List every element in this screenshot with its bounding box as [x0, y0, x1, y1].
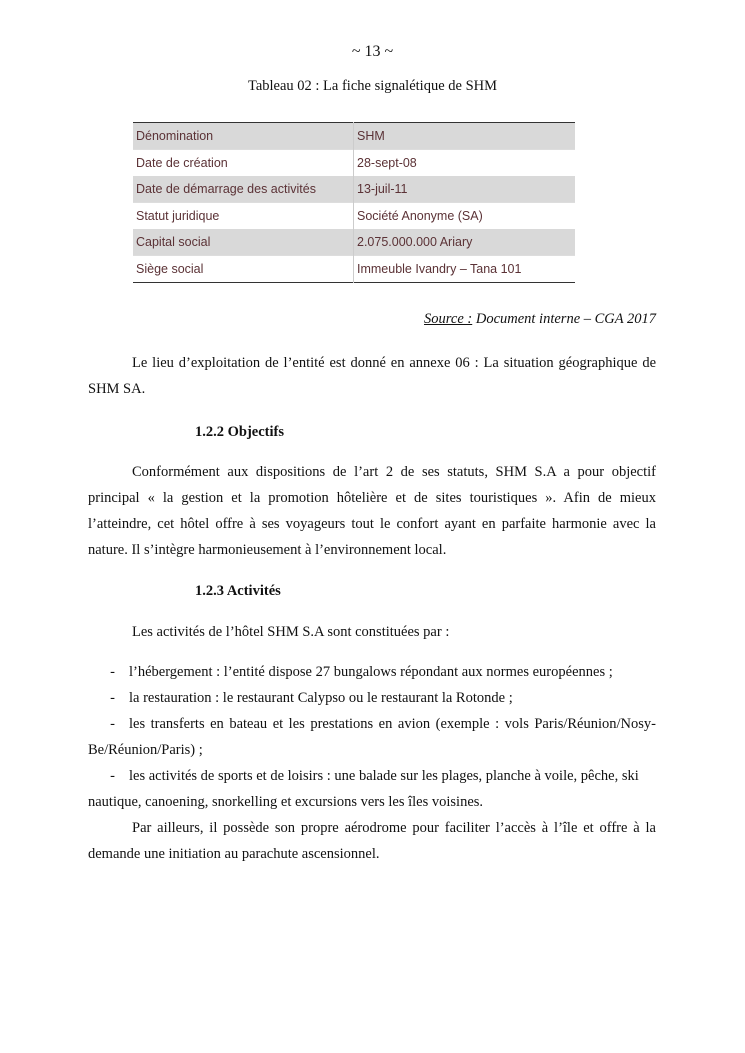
table-caption: Tableau 02 : La fiche signalétique de SHM [247, 78, 498, 94]
table-row [133, 203, 576, 230]
list-item [88, 659, 656, 685]
table-row [133, 229, 576, 256]
list-item-text: les transferts en bateau et les prestations en avion (exemple : vols Paris/Réunion/Nosy-Be/Réunion/Paris) ; [88, 716, 656, 758]
page-number: ~ 13 ~ [351, 43, 394, 60]
row-label: Statut juridique [133, 203, 354, 230]
row-label: Capital social [133, 229, 354, 256]
paragraph-objectifs: Conformément aux dispositions de l’art 2 de ses statuts, SHM S.A a pour objectif principal « la gestion et la promotion hôtelière et de sites touristiques ». Afin de mieux l’atteindre, cet hôtel offre à ses voyageurs tout le confort ayant en parfaite harmonie avec la nature. Il s’intègre harmonieusement à l’environnement local. [88, 464, 656, 558]
row-value: Immeuble Ivandry – Tana 101 [354, 256, 576, 283]
bullet: - [110, 690, 115, 706]
row-value: SHM [354, 123, 576, 150]
row-value: 13-juil-11 [354, 176, 576, 203]
table-source [424, 311, 656, 328]
row-label: Date de démarrage des activités [133, 176, 354, 203]
table-row [133, 256, 576, 283]
source-label: Source : [424, 311, 473, 327]
row-label: Date de création [133, 150, 354, 177]
fiche-signaletique-table [133, 122, 576, 283]
table-row [133, 123, 576, 150]
table-row [133, 176, 576, 203]
row-value: 28-sept-08 [354, 150, 576, 177]
list-item [88, 763, 656, 815]
bullet: - [110, 664, 115, 680]
paragraph-activites-intro: Les activités de l’hôtel SHM S.A sont constituées par : [132, 624, 450, 640]
bullet: - [110, 768, 115, 784]
bullet: - [110, 716, 115, 732]
source-text: Document interne – CGA 2017 [472, 311, 656, 327]
paragraph-location: Le lieu d’exploitation de l’entité est donné en annexe 06 : La situation géographique de SHM SA. [88, 355, 656, 397]
row-value: 2.075.000.000 Ariary [354, 229, 576, 256]
table-row [133, 150, 576, 177]
row-value: Société Anonyme (SA) [354, 203, 576, 230]
list-item-text: la restauration : le restaurant Calypso ou le restaurant la Rotonde ; [129, 690, 513, 706]
list-item-text: les activités de sports et de loisirs : une balade sur les plages, planche à voile, pêche, ski nautique, canoening, snorkelling et excursions vers les îles voisines. [88, 768, 639, 810]
row-label: Siège social [133, 256, 354, 283]
row-label: Dénomination [133, 123, 354, 150]
paragraph-final: Par ailleurs, il possède son propre aérodrome pour faciliter l’accès à l’île et offre à la demande une initiation au parachute ascensionnel. [88, 820, 656, 862]
heading-objectifs: 1.2.2 Objectifs [195, 424, 284, 440]
list-item-text: l’hébergement : l’entité dispose 27 bungalows répondant aux normes européennes ; [129, 664, 613, 680]
list-item [88, 685, 656, 711]
list-item [88, 711, 656, 763]
heading-activites: 1.2.3 Activités [195, 583, 281, 599]
